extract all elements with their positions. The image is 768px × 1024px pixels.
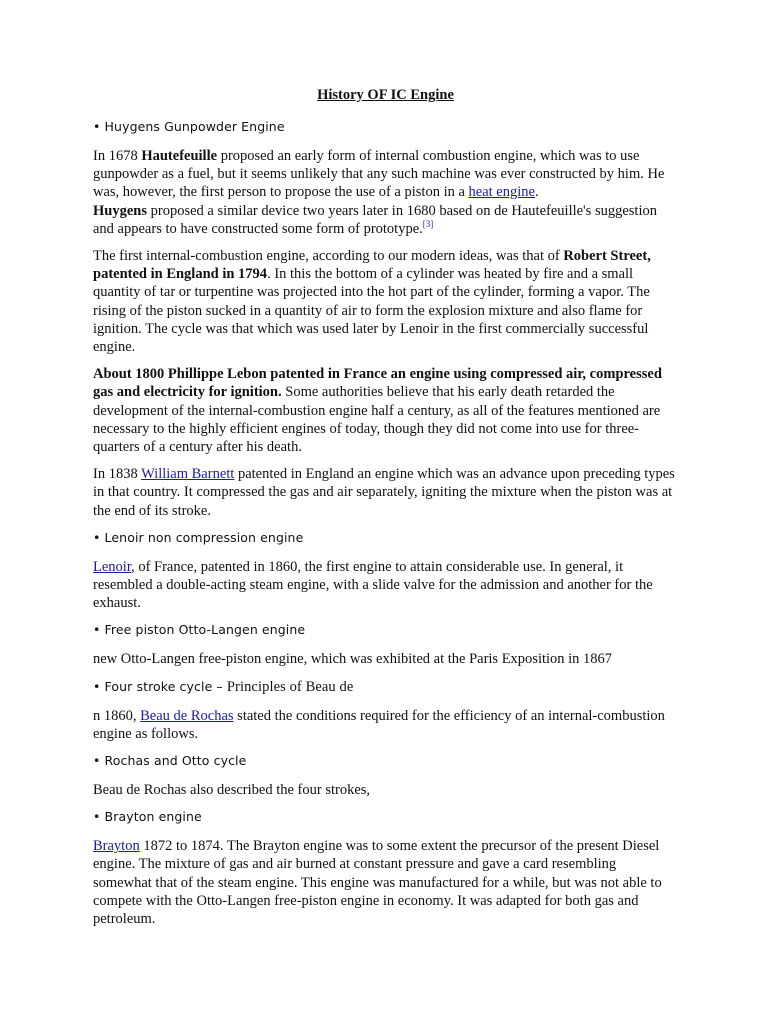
paragraph-robert-street: [93, 247, 678, 356]
paragraph-lenoir: [93, 558, 678, 613]
paragraph-barnett: [93, 465, 678, 520]
text-span: proposed an early form of internal combustion engine, which was to use gunpowder as a fuel, but it seems unlikely that any such machine was ever constructed by him. He was, however, the first person to propose the use of a piston in a: [93, 148, 665, 201]
bullet-lenoir-engine: • Lenoir non compression engine: [93, 529, 304, 545]
text-span: patented in England an engine which was an advance upon preceding types in that country. It compressed the gas and air separately, igniting the mixture when the piston was at the end of its stroke.: [93, 466, 675, 519]
paragraph-four-strokes: Beau de Rochas also described the four strokes,: [93, 782, 371, 799]
bold-lebon: About 1800 Phillippe Lebon patented in France an engine using compressed air, compressed gas and electricity for ignition.: [93, 366, 662, 401]
link-heat-engine[interactable]: heat engine: [468, 184, 535, 201]
text-span: In 1838: [93, 466, 142, 483]
paragraph-beau-de-rochas: [93, 707, 678, 743]
text-span: n 1860,: [93, 707, 141, 724]
bullet-otto-langen-engine: • Free piston Otto-Langen engine: [93, 622, 306, 638]
bullet-text-serif: Principles of Beau de: [226, 678, 354, 695]
citation-link-3[interactable]: [3]: [422, 218, 434, 229]
text-span: The first internal-combustion engine, according to our modern ideas, was that of: [93, 248, 564, 265]
bullet-rochas-otto-cycle: • Rochas and Otto cycle: [93, 753, 247, 769]
text-span: , of France, patented in 1860, the first engine to attain considerable use. In general, it resembled a double-acting steam engine, with a slide valve for the admission and another for the exhaust.: [93, 558, 653, 612]
text-span: proposed a similar device two years later in 1680 based on de Hautefeuille's suggestion and appears to have constructed some form of prototype.: [93, 202, 657, 237]
paragraph-lebon: [93, 365, 678, 456]
link-beau-de-rochas[interactable]: Beau de Rochas: [140, 707, 234, 724]
bullet-four-stroke-cycle: [93, 678, 678, 696]
text-span: In 1678: [93, 148, 142, 164]
bullet-text: • Four stroke cycle –: [93, 678, 227, 694]
bold-huygens: Huygens: [93, 202, 147, 219]
paragraph-hautefeuille: [93, 147, 678, 238]
text-span: 1872 to 1874. The Brayton engine was to some extent the precursor of the present Diesel engine. The mixture of gas and air burned at constant pressure and gave a card resembling somewhat that of the steam engine. This engine was manufactured for a while, but was not able to compete with the Otto-Langen free-piston engine in economy. It was adapted for both gas and petroleum.: [93, 838, 662, 928]
paragraph-brayton: [93, 837, 678, 928]
text-span: .: [534, 184, 539, 201]
bullet-brayton-engine: • Brayton engine: [93, 809, 202, 825]
link-lenoir[interactable]: Lenoir: [93, 558, 132, 575]
link-william-barnett[interactable]: William Barnett: [141, 466, 235, 483]
page-title: History OF IC Engine: [317, 87, 454, 103]
text-span: stated the conditions required for the efficiency of an internal-combustion engine as follows.: [93, 707, 665, 742]
bold-robert-street: Robert Street, patented in England in 1794: [93, 248, 651, 283]
link-brayton[interactable]: Brayton: [93, 838, 140, 855]
paragraph-otto-langen: new Otto-Langen free-piston engine, which was exhibited at the Paris Exposition in 1867: [93, 651, 613, 668]
text-span: . In this the bottom of a cylinder was heated by fire and a small quantity of tar or turpentine was projected into the hot part of the cylinder, forming a vapor. The rising of the piston sucked in a quantity of air to form the explosion mixture and also flame for ignition. The cycle was that which was used later by Lenoir in the first commercially successful engine.: [93, 266, 650, 356]
text-span: Some authorities believe that his early death retarded the development of the internal-combustion engine half a century, as all of the features mentioned are necessary to the highly efficient engines of today, though they did not come into use for three-quarters of a century after his death.: [93, 384, 661, 456]
bold-hautefeuille: Hautefeuille: [141, 148, 218, 164]
bullet-huygens-gunpowder-engine: • Huygens Gunpowder Engine: [93, 119, 285, 134]
